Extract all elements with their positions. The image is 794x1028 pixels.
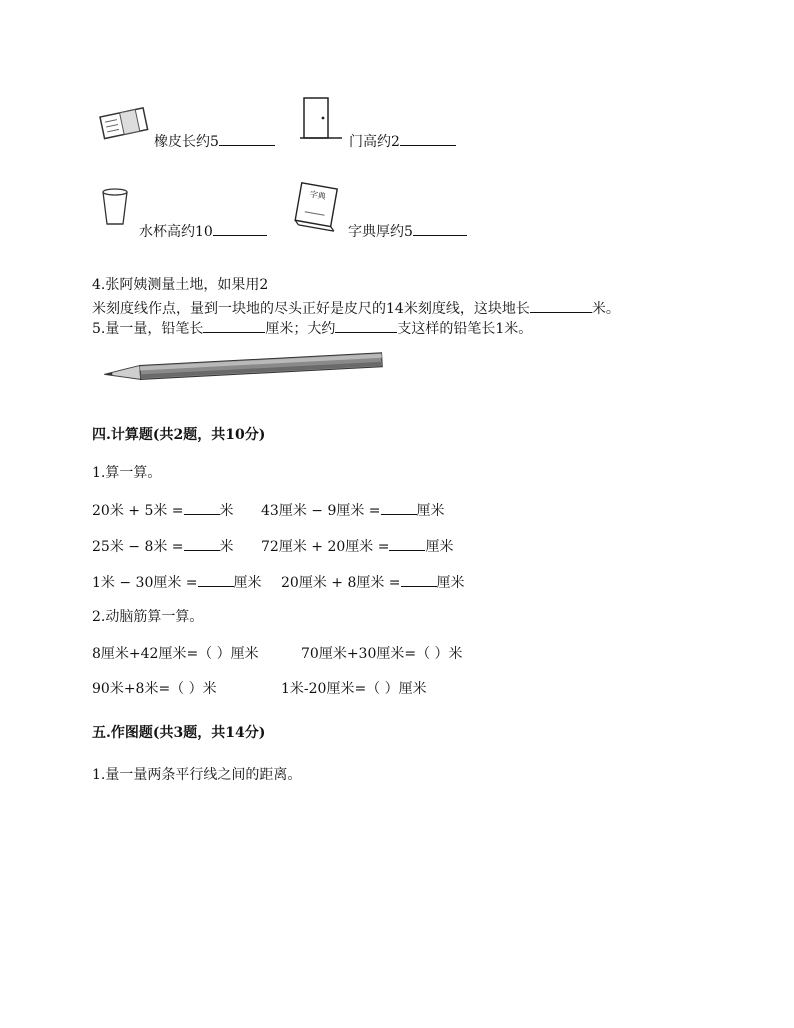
door-question <box>349 131 456 151</box>
calc-answer-blank[interactable] <box>381 500 417 515</box>
calc2-row-2-b: 1米-20厘米=（ ）厘米 <box>281 681 427 697</box>
calc-unit: 米 <box>219 503 234 519</box>
door-label: 门高约2 <box>349 134 400 150</box>
cup-label: 水杯高约10 <box>139 224 213 240</box>
calc-row-2-a <box>92 536 234 556</box>
door-answer-blank[interactable] <box>400 131 456 146</box>
q5-middle: 厘米；大约 <box>265 321 336 337</box>
calc-answer-blank[interactable] <box>184 536 220 551</box>
calc2-row-1-b: 70厘米+30厘米=（ ）米 <box>301 646 463 662</box>
calc-expression: 1米 − 30厘米 = <box>92 575 198 591</box>
q5-length-blank[interactable] <box>203 318 265 333</box>
section4-title: 四.计算题(共2题，共10分) <box>92 427 266 443</box>
door-icon <box>300 96 344 142</box>
q4-line1: 4.张阿姨测量土地，如果用2 <box>92 277 269 293</box>
calc-row-3-a <box>92 572 262 592</box>
calc-answer-blank[interactable] <box>184 500 220 515</box>
calc-row-1-b <box>261 500 445 520</box>
s4-q2-title: 2.动脑筋算一算。 <box>92 609 204 625</box>
calc-expression: 25米 − 8米 = <box>92 539 184 555</box>
q5-suffix: 支这样的铅笔长1米。 <box>397 321 533 337</box>
calc-expression: 20厘米 + 8厘米 = <box>281 575 401 591</box>
calc-expression: 20米 + 5米 = <box>92 503 184 519</box>
q5-prefix: 5.量一量，铅笔长 <box>92 321 204 337</box>
calc-unit: 厘米 <box>233 575 262 591</box>
q5-line <box>92 318 532 338</box>
eraser-question <box>154 131 275 151</box>
eraser-answer-blank[interactable] <box>219 131 275 146</box>
calc-unit: 米 <box>219 539 234 555</box>
dictionary-label: 字典厚约5 <box>348 224 413 240</box>
cup-question <box>139 221 267 241</box>
q4-line2 <box>92 298 620 318</box>
eraser-label: 橡皮长约5 <box>154 134 219 150</box>
calc-unit: 厘米 <box>436 575 465 591</box>
pencil-icon <box>102 350 386 380</box>
q4-answer-blank[interactable] <box>530 298 592 313</box>
dictionary-icon <box>292 184 344 230</box>
q4-line2-text: 米刻度线作点，量到一块地的尽头正好是皮尺的14米刻度线，这块地长 <box>92 301 530 317</box>
dictionary-question <box>348 221 467 241</box>
cup-icon <box>100 188 130 228</box>
cup-answer-blank[interactable] <box>213 221 267 236</box>
dictionary-cover-text: 字典 <box>309 189 327 202</box>
calc-row-3-b <box>281 572 465 592</box>
q5-count-blank[interactable] <box>335 318 397 333</box>
calc2-row-2-a: 90米+8米=（ ）米 <box>92 681 217 697</box>
q4-line2-suffix: 米。 <box>591 301 620 317</box>
calc2-row-1-a: 8厘米+42厘米=（ ）厘米 <box>92 646 259 662</box>
calc-row-1-a <box>92 500 234 520</box>
calc-answer-blank[interactable] <box>198 572 234 587</box>
s5-q1: 1.量一量两条平行线之间的距离。 <box>92 767 302 783</box>
calc-answer-blank[interactable] <box>389 536 425 551</box>
calc-unit: 厘米 <box>416 503 445 519</box>
calc-row-2-b <box>261 536 453 556</box>
calc-unit: 厘米 <box>425 539 454 555</box>
section5-title: 五.作图题(共3题，共14分) <box>92 725 266 741</box>
dictionary-answer-blank[interactable] <box>413 221 467 236</box>
calc-expression: 43厘米 − 9厘米 = <box>261 503 381 519</box>
s4-q1-title: 1.算一算。 <box>92 465 162 481</box>
calc-answer-blank[interactable] <box>401 572 437 587</box>
eraser-icon <box>100 106 150 142</box>
calc-expression: 72厘米 + 20厘米 = <box>261 539 390 555</box>
